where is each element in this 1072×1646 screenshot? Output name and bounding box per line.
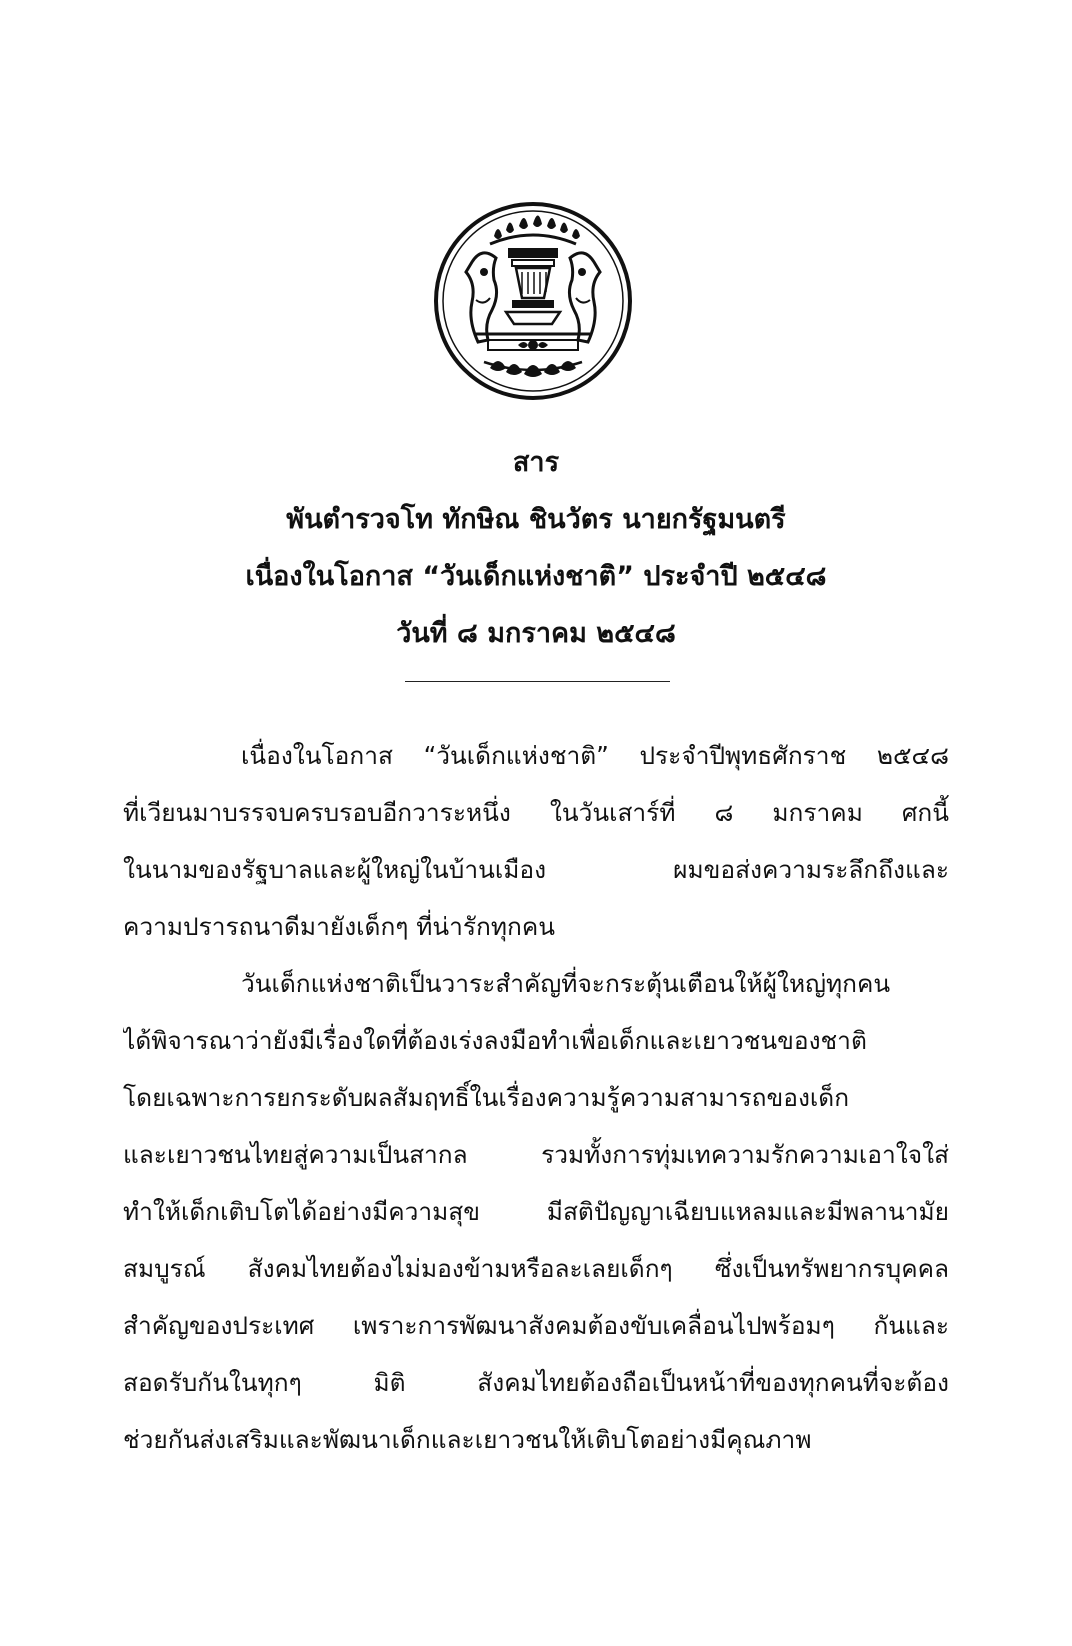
paragraph-line: ที่เวียนมาบรรจบครบรอบอีกวาระหนึ่ง ในวันเสาร์ที่ ๘ มกราคม ศกนี้ <box>123 798 949 827</box>
paragraph-line: ในนามของรัฐบาลและผู้ใหญ่ในบ้านเมือง ผมขอส่งความระลึกถึงและ <box>123 855 949 884</box>
paragraph-line: ทำให้เด็กเติบโตได้อย่างมีความสุข มีสติปัญญาเฉียบแหลมและมีพลานามัย <box>123 1197 949 1226</box>
paragraph-2 <box>123 955 949 1468</box>
paragraph-line: สอดรับกันในทุกๆ มิติ สังคมไทยต้องถือเป็นหน้าที่ของทุกคนที่จะต้อง <box>123 1368 949 1397</box>
paragraph-1 <box>123 727 949 955</box>
heading-divider <box>405 681 670 682</box>
paragraph-line: ได้พิจารณาว่ายังมีเรื่องใดที่ต้องเร่งลงมือทำเพื่อเด็กและเยาวชนของชาติ <box>123 1026 867 1055</box>
paragraph-line: เนื่องในโอกาส “วันเด็กแห่งชาติ” ประจำปีพุทธศักราช ๒๕๔๘ <box>241 741 949 770</box>
paragraph-line: สำคัญของประเทศ เพราะการพัฒนาสังคมต้องขับเคลื่อนไปพร้อมๆ กันและ <box>123 1311 949 1340</box>
document-title: สาร <box>512 447 560 478</box>
paragraph-line: โดยเฉพาะการยกระดับผลสัมฤทธิ์ในเรื่องความรู้ความสามารถของเด็ก <box>123 1083 850 1112</box>
paragraph-line: วันเด็กแห่งชาติเป็นวาระสำคัญที่จะกระตุ้นเตือนให้ผู้ใหญ่ทุกคน <box>241 969 891 998</box>
paragraph-line: ช่วยกันส่งเสริมและพัฒนาเด็กและเยาวชนให้เติบโตอย่างมีคุณภาพ <box>123 1425 812 1454</box>
paragraph-line: สมบูรณ์ สังคมไทยต้องไม่มองข้ามหรือละเลยเด็กๆ ซึ่งเป็นทรัพยากรบุคคล <box>123 1254 949 1283</box>
document-occasion: เนื่องในโอกาส “วันเด็กแห่งชาติ” ประจำปี ๒๕๔๘ <box>245 561 827 592</box>
government-seal-emblem <box>432 200 634 402</box>
document-date: วันที่ ๘ มกราคม ๒๕๔๘ <box>396 618 676 649</box>
document-author: พันตำรวจโท ทักษิณ ชินวัตร นายกรัฐมนตรี <box>286 504 786 535</box>
paragraph-line: ความปรารถนาดีมายังเด็กๆ ที่น่ารักทุกคน <box>123 912 555 941</box>
seal-icon <box>432 200 634 402</box>
paragraph-line: และเยาวชนไทยสู่ความเป็นสากล รวมทั้งการทุ่มเทความรักความเอาใจใส่ <box>123 1140 949 1169</box>
